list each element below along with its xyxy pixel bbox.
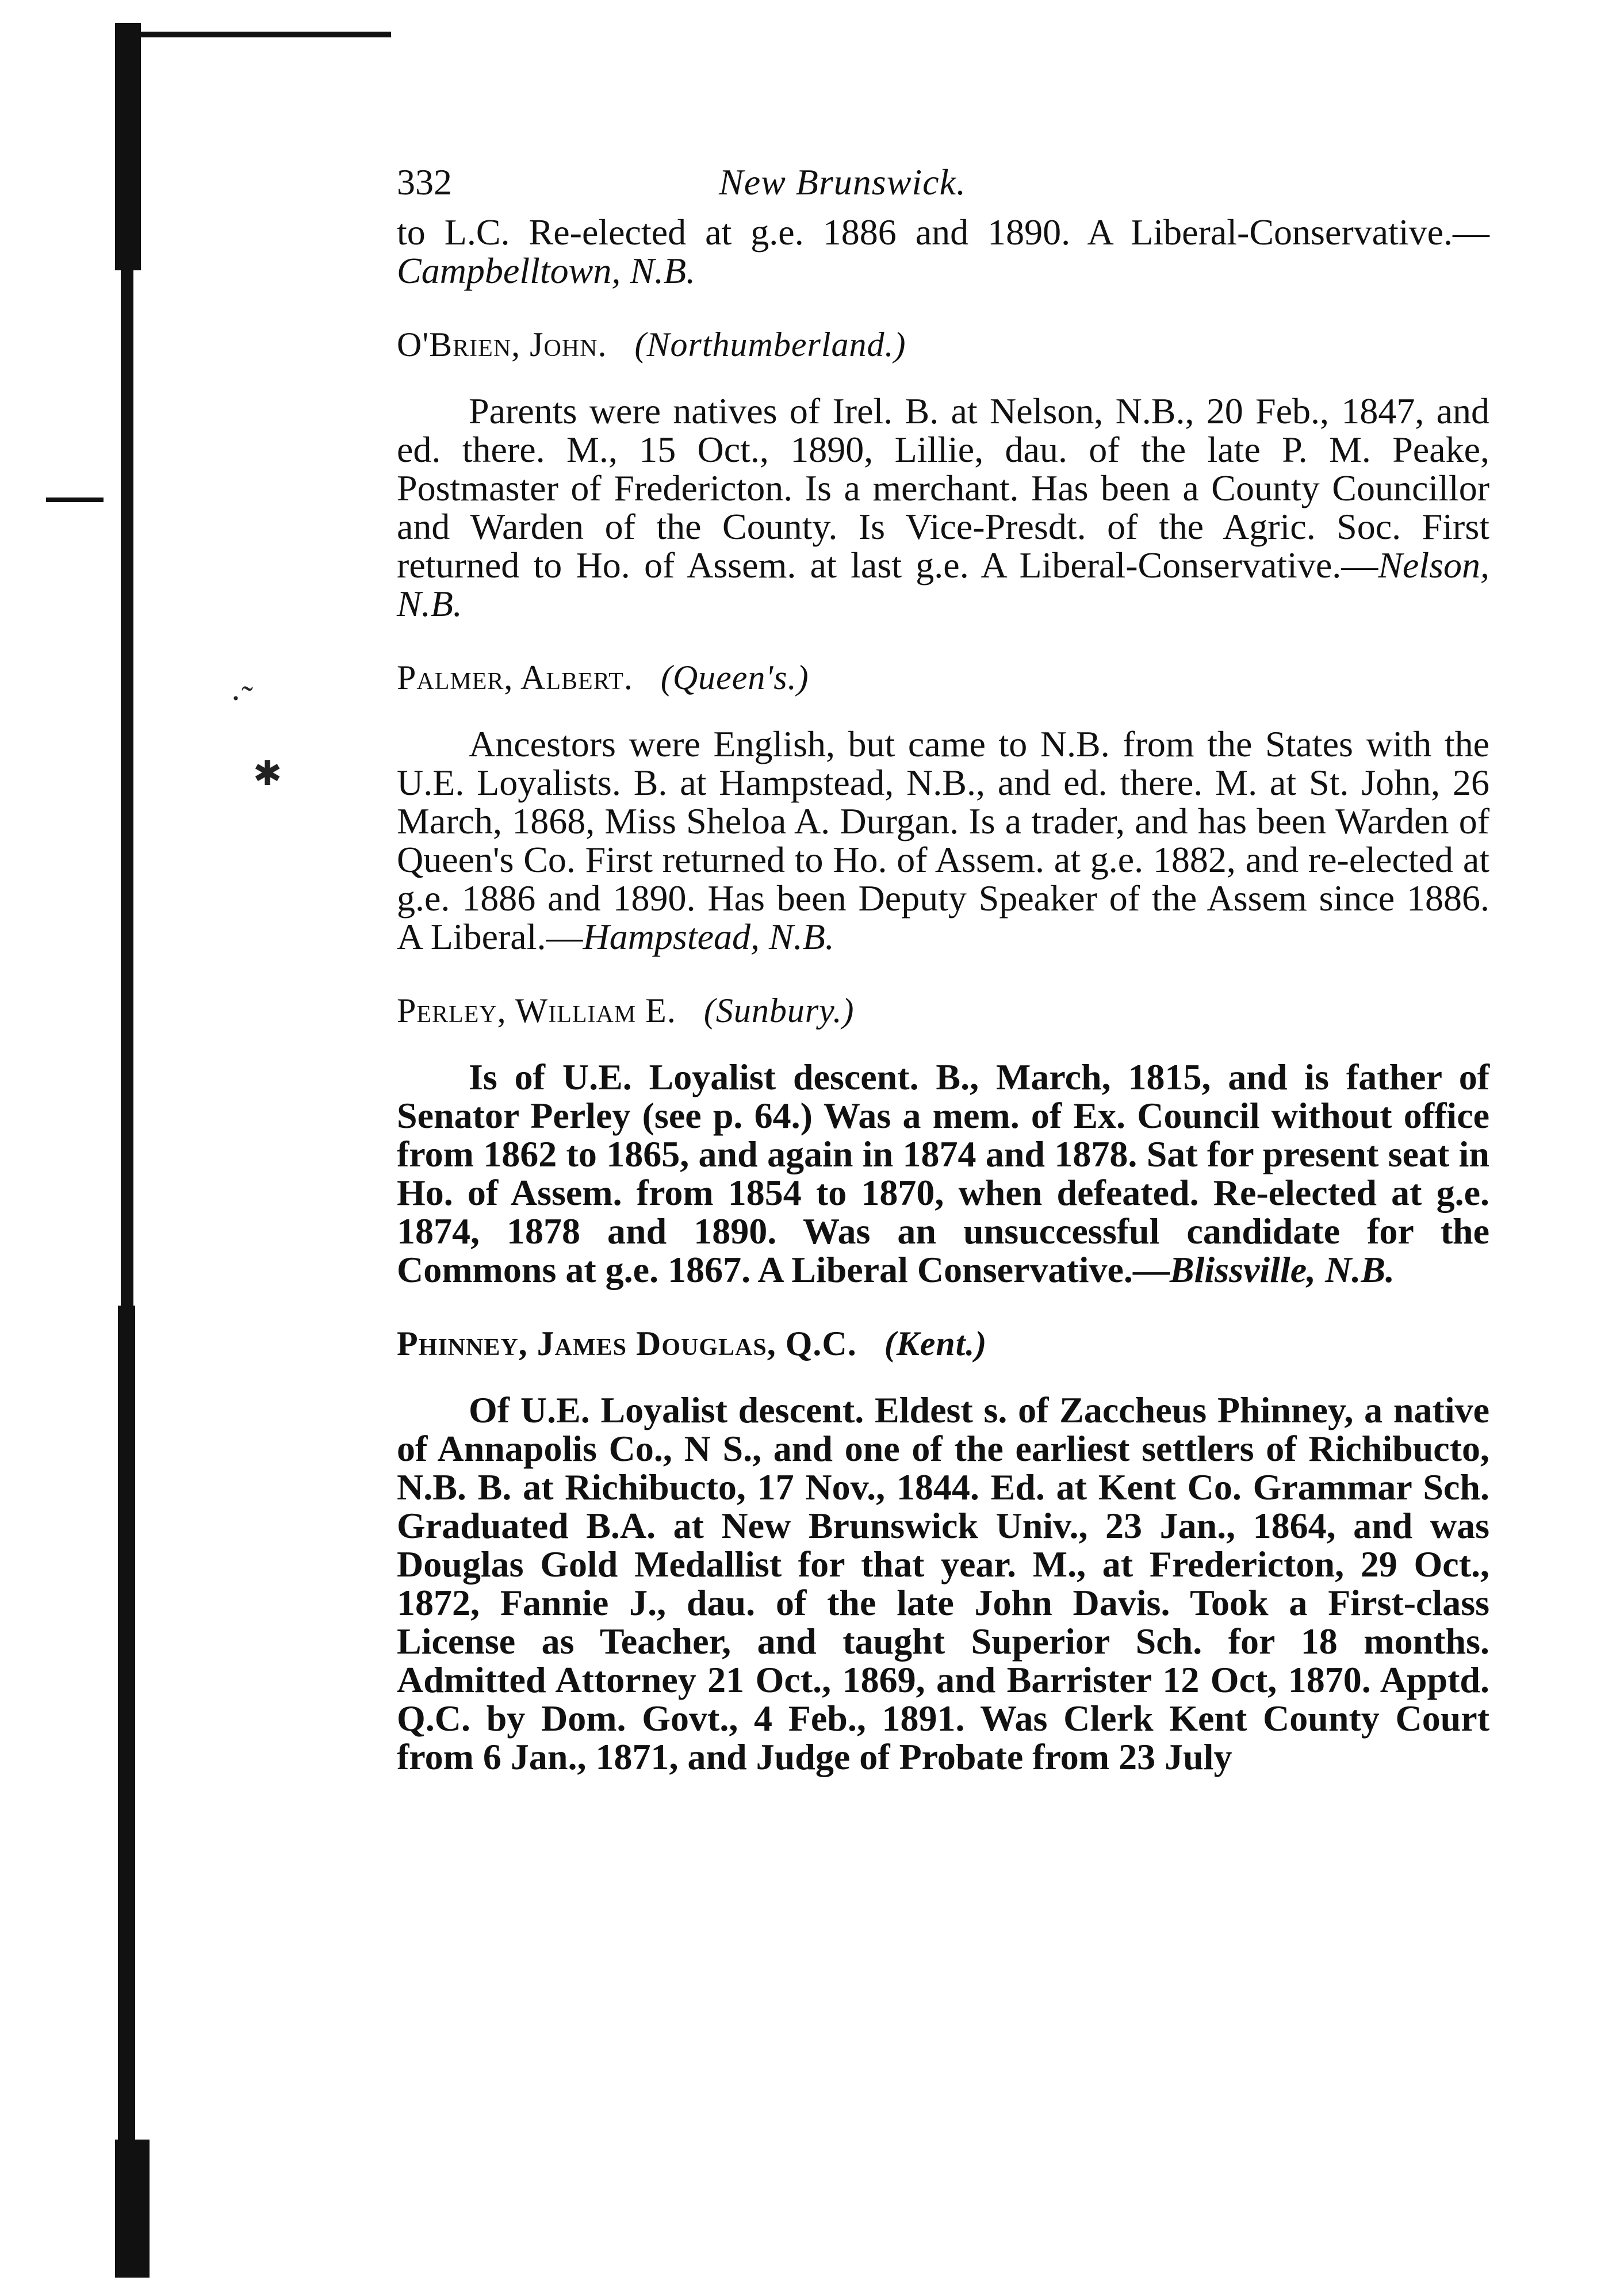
entry-body xyxy=(397,725,1489,956)
page-number: 332 xyxy=(397,162,452,202)
margin-smudge-2: ✱ xyxy=(253,755,282,793)
margin-dash xyxy=(46,498,104,502)
margin-smudge-1: ·˜ xyxy=(230,679,253,717)
entry-body-text: Parents were natives of Irel. B. at Nelson, N.B., 20 Feb., 1847, and ed. there. M., 15 Oct., 1890, Lillie, dau. of the late P. M. Peake, Postmaster of Fredericton. Is a merchant. Has been a County Councillor and Warden of the County. Is Vice-Presdt. of the Agric. Soc. First returned to Ho. of Assem. at last g.e. A Liberal-Conservative.— xyxy=(397,391,1489,586)
binding-bar-bottom xyxy=(115,2140,150,2278)
entry-heading xyxy=(397,1325,1489,1363)
entry-heading xyxy=(397,659,1489,697)
entry-phinney xyxy=(397,1325,1489,1776)
running-head xyxy=(397,161,1489,213)
entry-riding: (Kent.) xyxy=(884,1325,987,1363)
entry-body-text: Ancestors were English, but came to N.B. from the States with the U.E. Loyalists. B. at Hampstead, N.B., and ed. there. M. at St. John, 26 March, 1868, Miss Sheloa A. Durgan. Is a trader, and has been Warden of Queen's Co. First returned to Ho. of Assem. at g.e. 1882, and re-elected at g.e. 1886 and 1890. Has been Deputy Speaker of the Assem since 1886. A Liberal.— xyxy=(397,724,1489,957)
entry-place: Blissville, N.B. xyxy=(1169,1249,1395,1290)
entry-body-text: Of U.E. Loyalist descent. Eldest s. of Zaccheus Phinney, a native of Annapolis Co., N S., and one of the earliest settlers of Richibucto, N.B. B. at Richibucto, 17 Nov., 1844. Ed. at Kent Co. Grammar Sch. Graduated B.A. at New Brunswick Univ., 23 Jan., 1864, and was Douglas Gold Medallist for that year. M., at Fredericton, 29 Oct., 1872, Fannie J., dau. of the late John Davis. Took a First-class License as Teacher, and taught Superior Sch. for 18 months. Admitted Attorney 21 Oct., 1869, and Barrister 12 Oct, 1870. Apptd. Q.C. by Dom. Govt., 4 Feb., 1891. Was Clerk Kent County Court from 6 Jan., 1871, and Judge of Probate from 23 July xyxy=(397,1390,1489,1777)
entry-heading xyxy=(397,992,1489,1030)
binding-bar-middle xyxy=(121,270,133,1306)
entry-name: Perley, William E. xyxy=(397,992,676,1030)
entry-body xyxy=(397,1391,1489,1776)
continuation-place: Campbelltown, N.B. xyxy=(397,250,696,291)
entry-riding: (Queen's.) xyxy=(660,659,809,697)
entry-perley xyxy=(397,992,1489,1289)
entry-name: Palmer, Albert. xyxy=(397,659,633,697)
entry-riding: (Northumberland.) xyxy=(634,326,906,363)
scan-binding-edge xyxy=(0,0,178,2296)
entry-name: Phinney, James Douglas, Q.C. xyxy=(397,1325,857,1363)
entry-riding: (Sunbury.) xyxy=(703,992,855,1030)
entry-body xyxy=(397,392,1489,623)
running-title: New Brunswick. xyxy=(719,162,966,202)
binding-bar-lower xyxy=(118,1306,135,2140)
entry-body-text: Is of U.E. Loyalist descent. B., March, 1815, and is father of Senator Perley (see p. 64.) Was a mem. of Ex. Council without office from 1862 to 1865, and again in 1874 and 1878. Sat for present seat in Ho. of Assem. from 1854 to 1870, when defeated. Re-elected at g.e. 1874, 1878 and 1890. Was an unsuccessful candidate for the Commons at g.e. 1867. A Liberal Conservative.— xyxy=(397,1057,1489,1290)
entry-body xyxy=(397,1058,1489,1289)
entry-place: Nelson, N.B. xyxy=(397,545,1489,624)
entry-place: Hampstead, N.B. xyxy=(583,916,834,957)
continuation-text: to L.C. Re-elected at g.e. 1886 and 1890. A Liberal-Conservative.— xyxy=(397,212,1489,252)
entry-name: O'Brien, John. xyxy=(397,326,607,363)
continuation-paragraph xyxy=(397,213,1489,290)
binding-bar-top xyxy=(115,23,141,270)
entry-heading xyxy=(397,326,1489,364)
book-page xyxy=(397,161,1489,1776)
entry-obrien xyxy=(397,326,1489,623)
binding-rule-top xyxy=(115,32,391,37)
entry-palmer xyxy=(397,659,1489,956)
